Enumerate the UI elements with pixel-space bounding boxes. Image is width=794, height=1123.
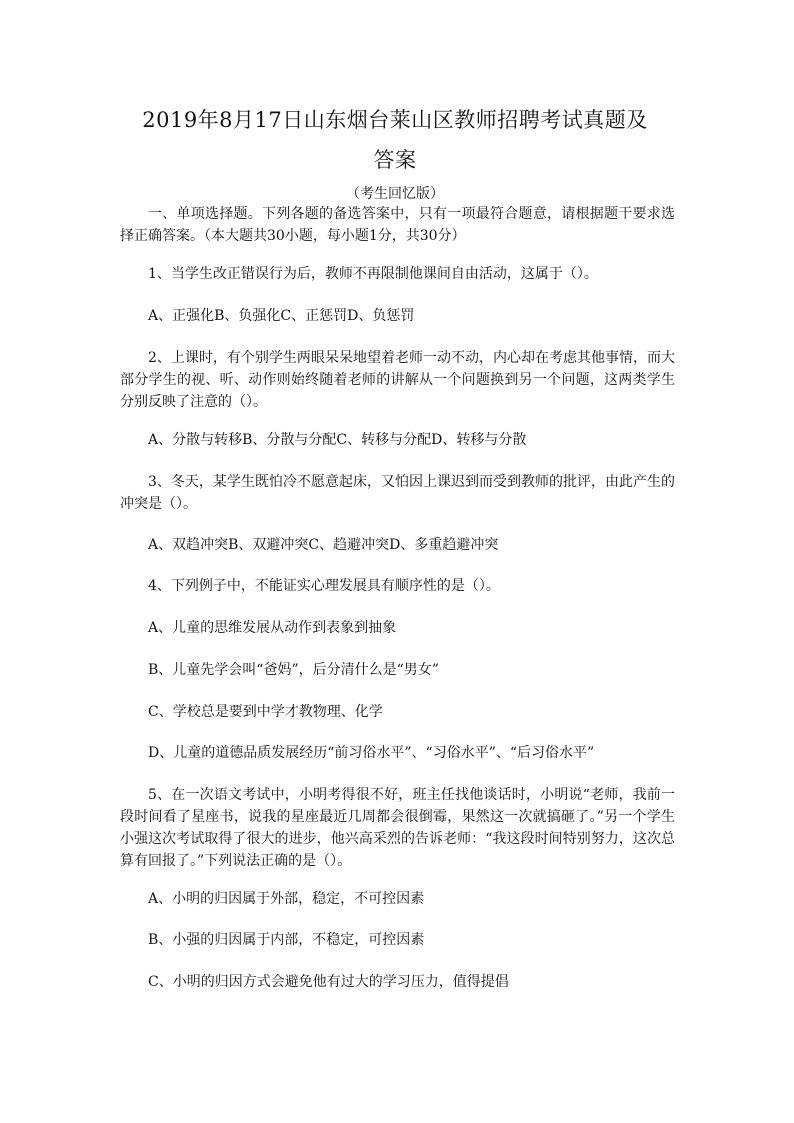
question-5-option-a: A、小明的归因属于外部，稳定，不可控因素 xyxy=(148,891,425,907)
question-3-options: A、双趋冲突B、双避冲突C、趋避冲突D、多重趋避冲突 xyxy=(148,537,499,553)
question-4-option-c: C、学校总是要到中学才教物理、化学 xyxy=(148,704,383,720)
question-1-stem: 1、当学生改正错误行为后，教师不再限制他课间自由活动，这属于（）。 xyxy=(148,266,598,282)
question-3-stem: 3、冬天，某学生既怕冷不愿意起床，又怕因上课迟到而受到教师的批评，由此产生的冲突是（）。 xyxy=(120,474,675,512)
question-4-option-a: A、儿童的思维发展从动作到表象到抽象 xyxy=(148,620,397,636)
question-2-stem: 2、上课时，有个别学生两眼呆呆地望着老师一动不动，内心却在考虑其他事情，而大部分学生的视、听、动作则始终随着老师的讲解从一个问题换到另一个问题，这两类学生分别反映了注意的（）。 xyxy=(120,350,675,410)
document-subtitle: （考生回忆版） xyxy=(346,186,444,202)
question-1-options: A、正强化B、负强化C、正惩罚D、负惩罚 xyxy=(148,308,415,324)
question-2-options: A、分散与转移B、分散与分配C、转移与分配D、转移与分散 xyxy=(148,432,527,448)
section-instructions: 一、单项选择题。下列各题的备选答案中，只有一项最符合题意，请根据题干要求选择正确答案。（本大题共30小题，每小题1分，共30分） xyxy=(120,206,675,244)
question-5-option-b: B、小强的归因属于内部，不稳定，可控因素 xyxy=(148,932,425,948)
document-title-line-2: 答案 xyxy=(373,148,417,172)
question-4-stem: 4、下列例子中，不能证实心理发展具有顺序性的是（）。 xyxy=(148,578,500,594)
document-title-line-1: 2019年8月17日山东烟台莱山区教师招聘考试真题及 xyxy=(142,108,648,132)
question-5-option-c: C、小明的归因方式会避免他有过大的学习压力，值得提倡 xyxy=(148,974,509,990)
question-5-stem: 5、在一次语文考试中，小明考得很不好，班主任找他谈话时，小明说“老师，我前一段时间看了星座书，说我的星座最近几周都会很倒霉，果然这一次就搞砸了。”另一个学生小强这次考试取得了很大的进步，他兴高采烈的告诉老师：“我这段时间特别努力，这次总算有回报了。”下列说法正确的是（）。 xyxy=(120,787,675,869)
question-4-option-d: D、儿童的道德品质发展经历“前习俗水平”、“习俗水平”、“后习俗水平” xyxy=(148,745,595,761)
question-4-option-b: B、儿童先学会叫“爸妈”，后分清什么是“男女” xyxy=(148,662,439,678)
